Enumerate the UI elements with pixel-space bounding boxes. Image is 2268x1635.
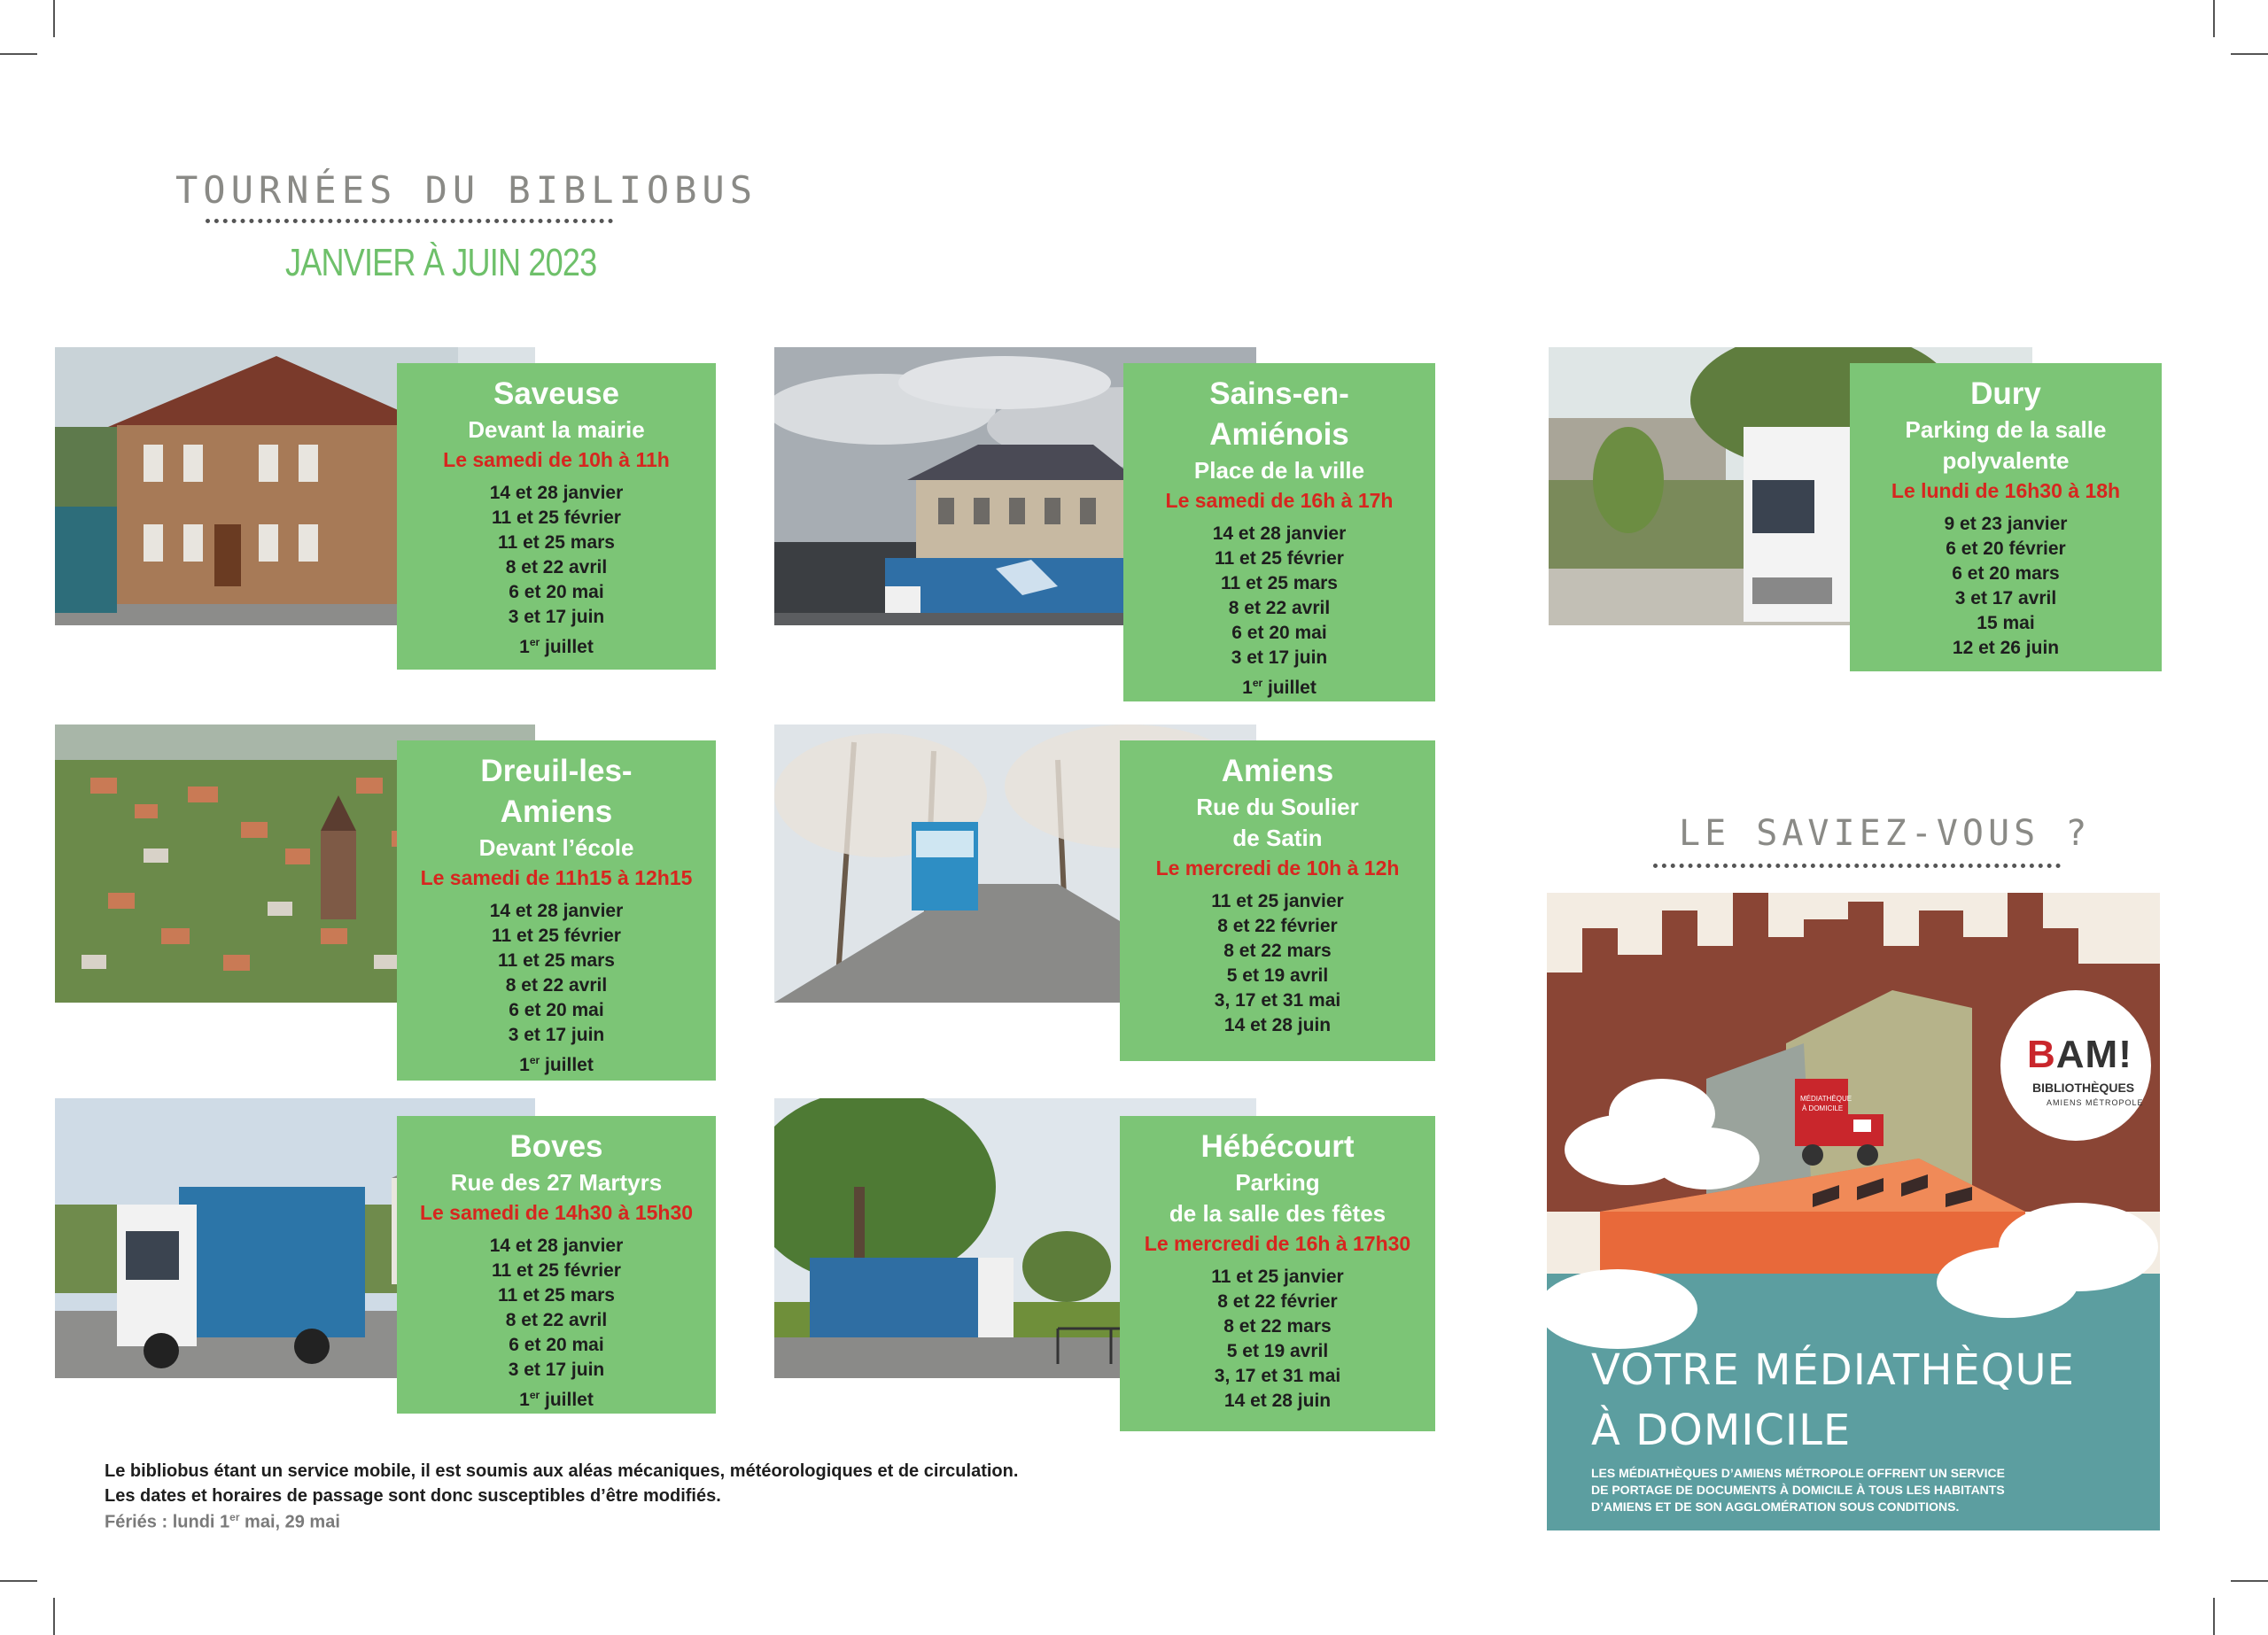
stop-time: Le mercredi de 16h à 17h30 xyxy=(1144,1232,1411,1255)
stop-card-saveuse xyxy=(397,363,716,670)
stop-location: Devant la mairie xyxy=(468,416,645,443)
stop-time: Le mercredi de 10h à 12h xyxy=(1155,856,1400,879)
town-name: Boves xyxy=(509,1129,603,1164)
stop-location: de la salle des fêtes xyxy=(1169,1200,1386,1227)
crop-mark xyxy=(0,1580,37,1582)
stop-location: Parking xyxy=(1235,1169,1320,1196)
date-item: 8 et 22 avril xyxy=(505,1310,608,1330)
date-item: 3 et 17 juin xyxy=(508,1360,605,1380)
page-subtitle: JANVIER À JUIN 2023 xyxy=(285,241,597,284)
crop-mark xyxy=(2213,1598,2215,1635)
poster-text: LES MÉDIATHÈQUES D’AMIENS MÉTROPOLE OFFRENT UN SERVICE DE PORTAGE DE DOCUMENTS À DOMICILE À TOUS LES HABITANTS D’AMIENS ET DE SON AGGLOMÉRATION SOUS CONDITIONS. xyxy=(1591,1466,2005,1514)
disclaimer-line-1: Le bibliobus étant un service mobile, il est soumis aux aléas mécaniques, météorologiques et de circulation. xyxy=(105,1461,1019,1481)
date-item: 8 et 22 avril xyxy=(505,557,608,577)
title-divider xyxy=(206,219,613,223)
date-item: 5 et 19 avril xyxy=(1226,1341,1329,1361)
date-item: 14 et 28 janvier xyxy=(489,901,624,921)
date-item: 6 et 20 mai xyxy=(1231,623,1327,643)
sidebar-divider xyxy=(1653,864,2061,868)
date-item: 3, 17 et 31 mai xyxy=(1214,1366,1341,1386)
date-item: 8 et 22 mars xyxy=(1223,1316,1332,1337)
sidebar-title: LE SAVIEZ-VOUS ? xyxy=(1679,813,2092,854)
town-name: Hébécourt xyxy=(1200,1129,1355,1164)
town-name: Dreuil-les- xyxy=(480,754,633,788)
date-list xyxy=(397,481,716,660)
crop-mark xyxy=(2231,1580,2268,1582)
truck-label: À DOMICILE xyxy=(1802,1104,1844,1112)
date-item: 11 et 25 mars xyxy=(1221,573,1338,593)
date-item: 3, 17 et 31 mai xyxy=(1214,990,1341,1011)
stop-location: Parking de la salle xyxy=(1905,416,2107,443)
disclaimer-line-2: Les dates et horaires de passage sont donc susceptibles d’être modifiés. xyxy=(105,1486,721,1506)
date-item: 8 et 22 avril xyxy=(505,975,608,996)
crop-mark xyxy=(0,53,37,55)
page-title: TOURNÉES DU BIBLIOBUS xyxy=(175,168,758,212)
date-item: 6 et 20 février xyxy=(1946,539,2066,559)
date-item: 3 et 17 avril xyxy=(1954,588,2057,608)
stop-location: Rue du Soulier xyxy=(1196,794,1359,820)
stop-location: Rue des 27 Martyrs xyxy=(450,1169,663,1196)
stop-time: Le samedi de 11h15 à 12h15 xyxy=(420,866,693,889)
crop-mark xyxy=(53,1598,55,1635)
date-item: 14 et 28 juin xyxy=(1223,1015,1332,1035)
stop-location: Place de la ville xyxy=(1193,457,1365,484)
date-item: 11 et 25 février xyxy=(492,926,621,946)
date-item: 1er juillet xyxy=(1242,677,1317,698)
stop-card-amiens xyxy=(1120,740,1435,1061)
date-item: 11 et 25 février xyxy=(1215,548,1344,569)
date-list xyxy=(1123,522,1435,701)
date-item: 11 et 25 février xyxy=(492,1260,621,1281)
date-item: 14 et 28 juin xyxy=(1223,1391,1332,1411)
date-item: 6 et 20 mai xyxy=(509,582,604,602)
date-item: 1er juillet xyxy=(519,1389,594,1410)
bam-logo xyxy=(2000,990,2151,1141)
town-name: Amiénois xyxy=(1209,417,1349,452)
stop-card-sains-en-amienois xyxy=(1123,363,1435,701)
poster-heading: VOTRE MÉDIATHÈQUE À DOMICILE xyxy=(1591,1345,2075,1455)
stop-location: Devant l’école xyxy=(478,834,634,861)
stop-time: Le samedi de 10h à 11h xyxy=(443,448,670,471)
crop-mark xyxy=(2213,0,2215,37)
date-item: 1er juillet xyxy=(519,636,594,657)
date-list xyxy=(1120,889,1435,1038)
truck-label: MÉDIATHÈQUE xyxy=(1800,1095,1852,1103)
date-item: 3 et 17 juin xyxy=(508,607,605,627)
date-item: 8 et 22 avril xyxy=(1228,598,1331,618)
stop-time: Le samedi de 16h à 17h xyxy=(1165,489,1394,512)
town-name: Sains-en- xyxy=(1209,376,1349,411)
date-item: 11 et 25 janvier xyxy=(1211,1267,1344,1287)
date-item: 6 et 20 mars xyxy=(1952,563,2060,584)
stop-location: polyvalente xyxy=(1942,447,2070,474)
date-item: 6 et 20 mai xyxy=(509,1335,604,1355)
holidays-note: Fériés : lundi 1er mai, 29 mai xyxy=(105,1511,340,1532)
crop-mark xyxy=(53,0,55,37)
date-item: 11 et 25 mars xyxy=(498,1285,615,1306)
date-item: 11 et 25 mars xyxy=(498,950,615,971)
date-list xyxy=(1120,1265,1435,1414)
stop-location: de Satin xyxy=(1232,825,1323,851)
date-item: 8 et 22 février xyxy=(1217,1291,1338,1312)
date-item: 6 et 20 mai xyxy=(509,1000,604,1020)
town-name: Amiens xyxy=(500,794,613,829)
bam-logo-subtext: AMIENS MÉTROPOLE xyxy=(2047,1098,2144,1107)
date-list xyxy=(397,1234,716,1413)
date-item: 15 mai xyxy=(1977,613,2035,633)
mediatheque-poster xyxy=(1547,893,2160,1530)
date-item: 11 et 25 janvier xyxy=(1211,891,1344,911)
stop-card-boves xyxy=(397,1116,716,1414)
date-item: 12 et 26 juin xyxy=(1952,638,2060,658)
stop-card-dreuil-les-amiens xyxy=(397,740,716,1081)
stop-time: Le lundi de 16h30 à 18h xyxy=(1891,479,2121,502)
date-list xyxy=(397,899,716,1078)
date-item: 14 et 28 janvier xyxy=(489,483,624,503)
date-item: 14 et 28 janvier xyxy=(489,1236,624,1256)
date-list xyxy=(1850,512,2162,661)
date-item: 8 et 22 février xyxy=(1217,916,1338,936)
town-name: Dury xyxy=(1970,376,2041,411)
date-item: 11 et 25 février xyxy=(492,508,621,528)
date-item: 3 et 17 juin xyxy=(1231,647,1328,668)
date-item: 1er juillet xyxy=(519,1054,594,1075)
date-item: 11 et 25 mars xyxy=(498,532,615,553)
crop-mark xyxy=(2231,53,2268,55)
bam-logo-text: BIBLIOTHÈQUES xyxy=(2032,1081,2135,1095)
date-item: 9 et 23 janvier xyxy=(1944,514,2068,534)
date-item: 3 et 17 juin xyxy=(508,1025,605,1045)
date-item: 5 et 19 avril xyxy=(1226,965,1329,986)
town-name: Saveuse xyxy=(493,376,620,411)
date-item: 8 et 22 mars xyxy=(1223,941,1332,961)
stop-card-dury xyxy=(1850,363,2162,671)
stop-time: Le samedi de 14h30 à 15h30 xyxy=(419,1201,694,1224)
date-item: 14 et 28 janvier xyxy=(1212,523,1347,544)
town-name: Amiens xyxy=(1221,754,1334,788)
stop-card-hebecourt xyxy=(1120,1116,1435,1431)
bam-logo-mark: BAM! xyxy=(2027,1033,2132,1076)
